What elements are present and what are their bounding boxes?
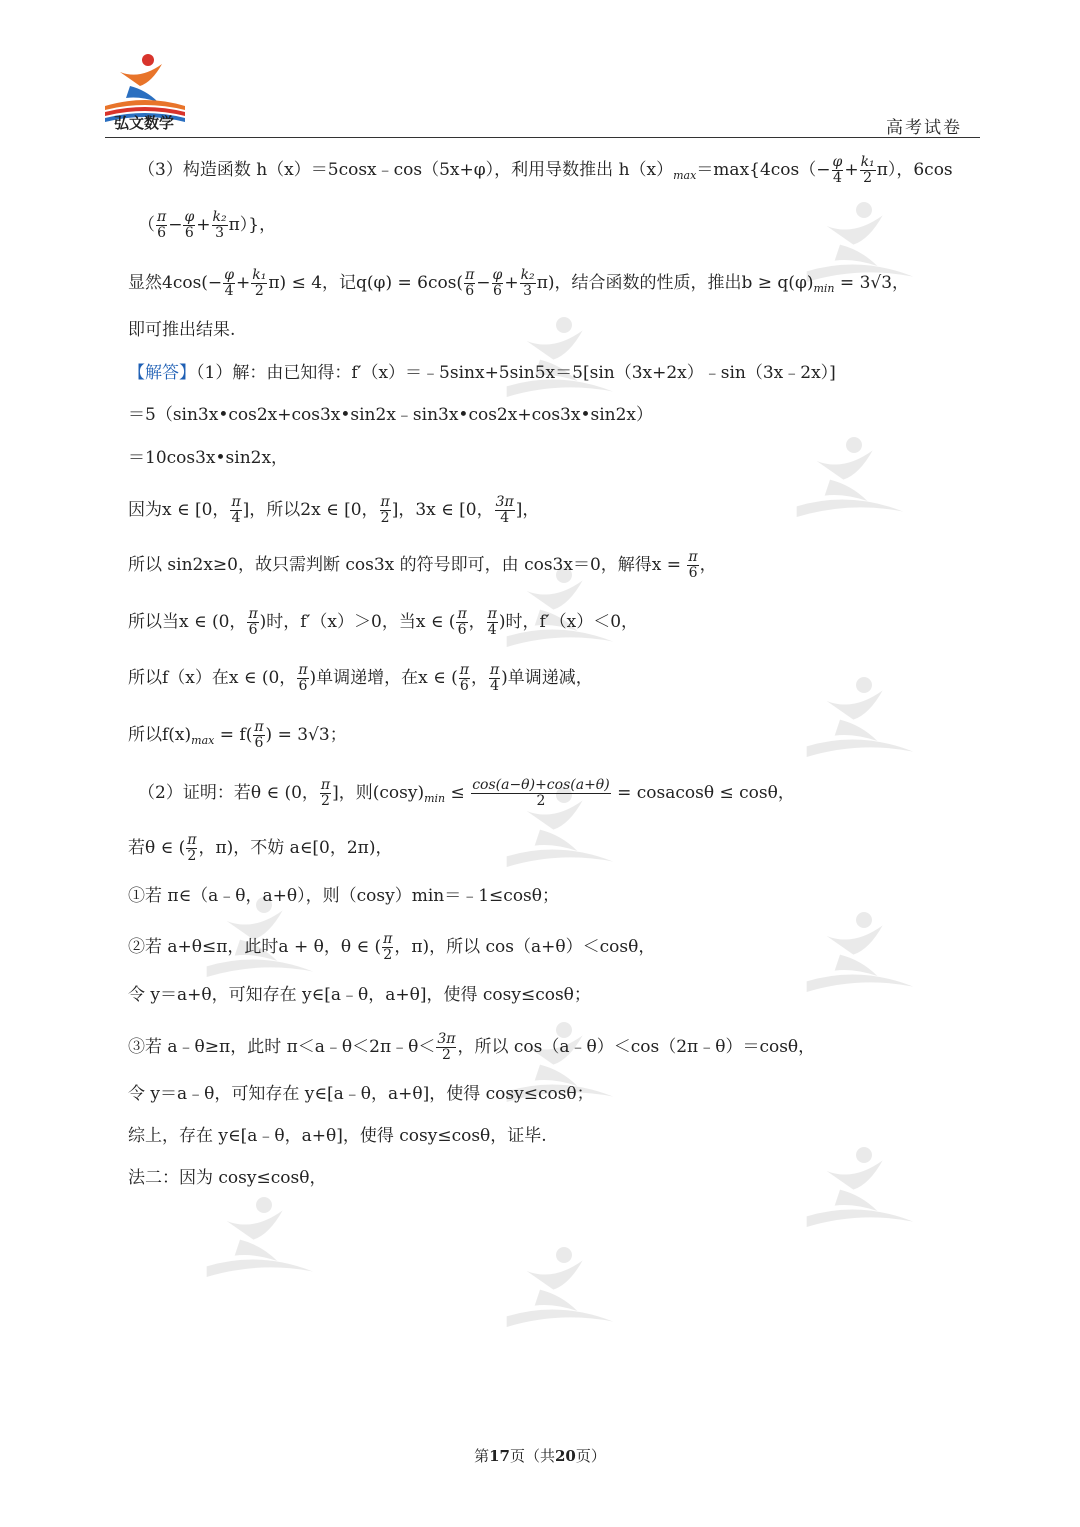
text-run: π），6cos [876, 160, 953, 180]
solution-line-7: 所以f（x）在x ∈ (0， $\frac{\pi}{6}$ )单调递增，在x ∈ ( $\frac{\pi}{6}$ ， $\frac{\pi}{4}$ )单调递减， [128, 662, 593, 694]
document-type: 高考试卷 [886, 118, 962, 138]
fraction: $\frac{\pi}{6}$ [248, 606, 258, 638]
fraction: $\frac{\varphi}{4}$ [832, 154, 843, 186]
text-run: （ [138, 215, 155, 235]
proof-case-2-cont: 令 y＝a+θ，可知存在 y∈[a﹣θ，a+θ]，使得 cosy≤cosθ； [128, 985, 591, 1005]
analysis-line-3-cont: （ $\frac{\pi}{6}$ − $\frac{\varphi}{6}$ + $\frac{\text{k₂}}{3}$ π）}， [138, 209, 277, 241]
text-run: π) ≤ 4，记q(φ) = 6cos( [268, 273, 464, 293]
text-run: （3）构造函数 h（x）＝5cosx﹣cos（5x+φ），利用导数推出 h（x） [138, 160, 674, 180]
text-run: π)，结合函数的性质，推出b ≥ q(φ) [536, 273, 814, 293]
fraction: $\frac{\varphi}{6}$ [184, 209, 195, 241]
text-run: = 3√3， [834, 273, 910, 293]
fraction: $\frac{\varphi}{4}$ [224, 267, 234, 299]
fraction: $\frac{\pi}{4}$ [487, 606, 497, 638]
fraction: $\frac{\pi}{6}$ [457, 606, 467, 638]
brand-name: 弘文数学 [114, 114, 175, 132]
fraction: $\frac{\pi}{6}$ [157, 209, 167, 241]
solution-line-3: ＝10cos3x•sin2x， [128, 448, 289, 468]
solution-line-5: 所以 sin2x≥0，故只需判断 cos3x 的符号即可，由 cos3x＝0，解得x = $\frac{\pi}{6}$ ， [128, 549, 717, 581]
fraction: $\frac{\pi}{6}$ [459, 662, 469, 694]
answer-tag: 【解答】 [128, 363, 196, 383]
fraction: $\frac{\text{k₁}}{2}$ [252, 267, 267, 299]
total-pages: 20 [555, 1447, 576, 1465]
subscript: max [673, 169, 697, 182]
proof-case-3: ③若 a﹣θ≥π，此时 π＜a﹣θ＜2π﹣θ＜ $\frac{3\pi}{2}$ ，所以 cos（a﹣θ）＜cos（2π﹣θ）＝cosθ， [128, 1031, 816, 1063]
fraction: $\frac{3\pi}{2}$ [437, 1031, 456, 1063]
solution-line-8: 所以$f(x)_{max} = f$( $\frac{\pi}{6}$ ) = 3√3； [128, 719, 347, 751]
text-run: ＝max{4cos（− [696, 160, 831, 180]
analysis-line-3: （3）构造函数 h（x）＝5cosx﹣cos（5x+φ），利用导数推出 $h(x)_{max}=\max\{4\cos(-$ $\frac{\varphi}{4}$ + $\frac{\text{k₁}}{2}$ π），6cos [138, 154, 953, 186]
subscript: min [813, 282, 835, 295]
proof-line-1: （2）证明：若θ ∈ (0， $\frac{\pi}{2}$ ]，则$(\cos y)_{min}$ ≤ $\frac{\cos(a-\theta)+\cos(a+\theta)}{2}$ = cosacosθ ≤ cosθ， [138, 777, 795, 809]
fraction: $\frac{\pi}{6}$ [688, 549, 698, 581]
fraction: $\frac{\text{k₂}}{3}$ [212, 209, 227, 241]
solution-line-4: 因为x ∈ [0， $\frac{\pi}{4}$ ]，所以2x ∈ [0， $\frac{\pi}{2}$ ]，3x ∈ [0， $\frac{3\pi}{4}$ ]， [128, 494, 540, 526]
fraction: $\frac{\cos(a-\theta)+\cos(a+\theta)}{2}$ [472, 777, 610, 809]
solution-line-2: ＝5（sin3x•cos2x+cos3x•sin2x﹣sin3x•cos2x+cos3x•sin2x） [128, 405, 653, 425]
proof-case-1: ①若 π∈（a﹣θ，a+θ），则（cosy）min＝﹣1≤cosθ； [128, 886, 560, 906]
text-run: π）}， [228, 215, 277, 235]
fraction: $\frac{\text{k₁}}{2}$ [860, 154, 875, 186]
fraction: $\frac{3\pi}{4}$ [495, 494, 514, 526]
proof-line-2: 若θ ∈ ( $\frac{\pi}{2}$ ，π)，不妨 a∈[0，2π)， [128, 832, 393, 864]
fraction: $\frac{\pi}{2}$ [383, 931, 393, 963]
proof-case-3-cont: 令 y＝a﹣θ，可知存在 y∈[a﹣θ，a+θ]，使得 cosy≤cosθ； [128, 1084, 594, 1104]
fraction: $\frac{\pi}{6}$ [298, 662, 308, 694]
fraction: $\frac{\pi}{2}$ [320, 777, 331, 809]
fraction: $\frac{\pi}{6}$ [254, 719, 264, 751]
fraction: $\frac{\pi}{4}$ [231, 494, 241, 526]
fraction: $\frac{\pi}{6}$ [465, 267, 475, 299]
fraction: $\frac{\pi}{2}$ [380, 494, 390, 526]
text-run: （1）解：由已知得：f′（x）＝﹣5sinx+5sin5x＝5[sin（3x+2x）﹣sin（3x﹣2x）] [196, 363, 836, 383]
analysis-line-obvious: 显然4cos(− $\frac{\varphi}{4}$ + $\frac{\text{k₁}}{2}$ π) ≤ 4，记q(φ) = 6cos( $\frac{\pi}{6}$ − $\frac{\varphi}{6}$ + $\frac{\text{k₂}}{3}$ π)，结合函数的性质，推出$b \ge q(\varphi)_{min} = 3√3$， [128, 267, 910, 299]
solution-line-6: 所以当x ∈ (0， $\frac{\pi}{6}$ )时，f′（x）＞0，当x ∈ ( $\frac{\pi}{6}$ ， $\frac{\pi}{4}$ )时，f′（x）＜0， [128, 606, 639, 638]
fraction: $\frac{\pi}{4}$ [489, 662, 500, 694]
proof-case-2: ②若 a+θ≤π，此时a + θ，θ ∈ ( $\frac{\pi}{2}$ ，π)，所以 cos（a+θ）＜cosθ， [128, 931, 656, 963]
text-run: 显然4cos(− [128, 273, 223, 293]
method-two: 法二：因为 cosy≤cosθ， [128, 1168, 327, 1188]
fraction: $\frac{\pi}{2}$ [187, 832, 197, 864]
current-page: 17 [489, 1447, 510, 1465]
solution-line-1 [128, 361, 836, 385]
analysis-conclusion: 即可推出结果. [128, 320, 236, 340]
fraction: $\frac{\text{k₂}}{3}$ [520, 267, 535, 299]
fraction: $\frac{\varphi}{6}$ [492, 267, 503, 299]
page-footer: 第17页（共20页） [474, 1447, 606, 1465]
proof-summary: 综上，存在 y∈[a﹣θ，a+θ]，使得 cosy≤cosθ，证毕. [128, 1126, 547, 1146]
